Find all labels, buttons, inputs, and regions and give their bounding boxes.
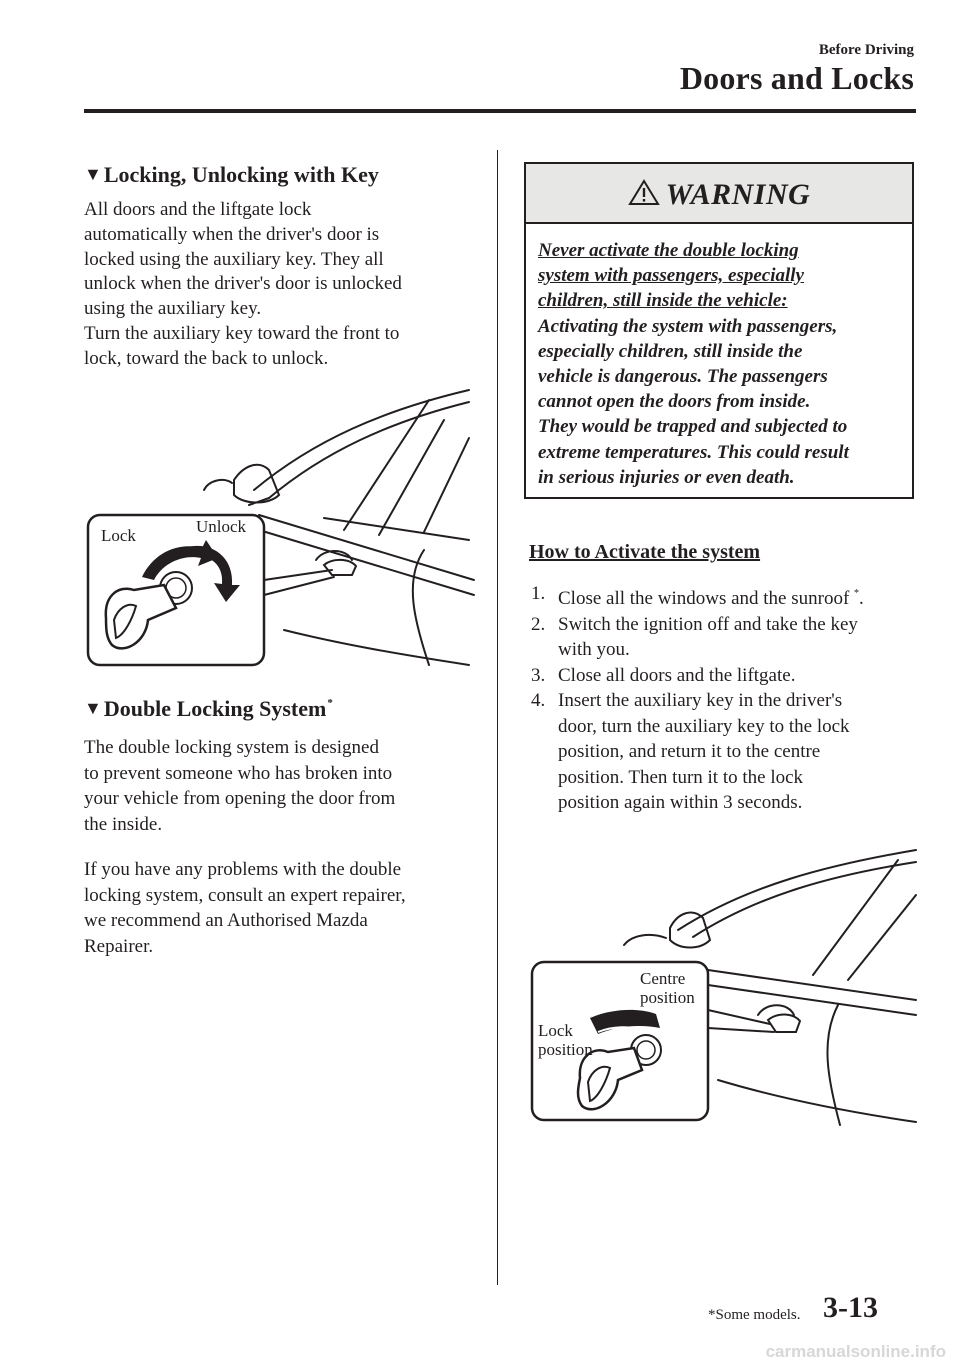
text-line: automatically when the driver's door is xyxy=(84,223,380,245)
step-number: 3. xyxy=(531,664,546,686)
step-text: position again within 3 seconds. xyxy=(558,792,803,813)
section2-paragraph2 xyxy=(84,857,484,959)
text-line: locked using the auxiliary key. They all xyxy=(84,248,384,270)
some-models-marker: * xyxy=(854,588,860,599)
step-text: door, turn the auxiliary key to the lock xyxy=(558,715,850,737)
warning-header xyxy=(526,164,912,224)
step-item xyxy=(531,612,921,663)
step-item xyxy=(531,663,921,689)
text-line: All doors and the liftgate lock xyxy=(84,199,312,220)
text-line: The double locking system is designed xyxy=(84,737,379,758)
warning-underlined-line: children, still inside the vehicle: xyxy=(538,290,788,312)
step-text: with you. xyxy=(558,639,630,660)
warning-triangle-icon xyxy=(628,178,660,206)
steps-list xyxy=(531,581,921,816)
warning-line: cannot open the doors from inside. xyxy=(538,391,811,413)
warning-underlined-line: Never activate the double locking xyxy=(538,240,799,261)
step-text: Insert the auxiliary key in the driver's xyxy=(558,690,843,711)
text-line: Repairer. xyxy=(84,935,154,957)
text-line: the inside. xyxy=(84,813,163,835)
step-item xyxy=(531,688,921,816)
warning-title xyxy=(526,178,912,212)
some-models-marker: * xyxy=(327,697,333,709)
column-divider xyxy=(497,150,498,1285)
header-rule xyxy=(84,109,916,113)
step-number: 1. xyxy=(531,583,546,604)
step-text: position, and return it to the centre xyxy=(558,741,821,762)
warning-line: extreme temperatures. This could result xyxy=(538,441,849,463)
text-line: using the auxiliary key. xyxy=(84,298,262,320)
page-number: 3-13 xyxy=(823,1291,878,1324)
triangle-bullet-icon: ▼ xyxy=(84,164,102,184)
figure-label-lock-position: position xyxy=(538,1040,593,1059)
footnote: *Some models. xyxy=(708,1307,801,1323)
section-label: Before Driving xyxy=(818,42,914,58)
section2-paragraph1 xyxy=(84,735,484,837)
triangle-bullet-icon: ▼ xyxy=(84,698,102,718)
figure-label-lock: Lock xyxy=(101,526,136,545)
figure-label-unlock: Unlock xyxy=(196,517,247,536)
step-text: Close all doors and the liftgate. xyxy=(558,664,796,686)
warning-title-text: WARNING xyxy=(665,178,811,211)
text-line: we recommend an Authorised Mazda xyxy=(84,910,368,931)
watermark: carmanualsonline.info xyxy=(765,1342,946,1361)
warning-body xyxy=(538,238,910,490)
warning-line: vehicle is dangerous. The passengers xyxy=(538,366,828,388)
section-title-text: Locking, Unlocking with Key xyxy=(103,162,379,187)
text-line: lock, toward the back to unlock. xyxy=(84,347,329,369)
warning-line: They would be trapped and subjected to xyxy=(538,416,848,438)
step-text: position. Then turn it to the lock xyxy=(558,766,804,788)
figure-key-lock-unlock xyxy=(84,380,484,670)
text-line: your vehicle from opening the door from xyxy=(84,788,396,809)
step-number: 2. xyxy=(531,613,546,635)
text-line: If you have any problems with the double xyxy=(84,859,402,880)
warning-line: especially children, still inside the xyxy=(538,340,803,362)
text-line: Turn the auxiliary key toward the front to xyxy=(84,322,400,344)
figure-label-lock: Lock xyxy=(538,1021,573,1040)
figure-label-centre: Centre xyxy=(640,969,686,988)
warning-underlined-line: system with passengers, especially xyxy=(538,265,804,287)
figure-label-centre-position: position xyxy=(640,988,695,1007)
text-line: locking system, consult an expert repairer, xyxy=(84,884,406,906)
step-number: 4. xyxy=(531,690,546,711)
section1-paragraph xyxy=(84,198,484,372)
section-heading-locking xyxy=(84,164,379,186)
step-item xyxy=(531,581,921,612)
warning-line: Activating the system with passengers, xyxy=(538,315,838,337)
step-text: Switch the ignition off and take the key xyxy=(558,613,858,635)
step-suffix: . xyxy=(859,588,864,609)
warning-box xyxy=(524,162,914,499)
text-line: unlock when the driver's door is unlocked xyxy=(84,273,402,295)
text-line: to prevent someone who has broken into xyxy=(84,762,393,784)
chapter-title: Doors and Locks xyxy=(679,60,914,96)
figure-key-centre-lock xyxy=(528,840,920,1130)
step-text: Close all the windows and the sunroof xyxy=(558,588,850,609)
section-heading-double-locking xyxy=(84,698,333,720)
subheading-how-to-activate: How to Activate the system xyxy=(529,541,761,563)
warning-line: in serious injuries or even death. xyxy=(538,466,795,488)
section-title-text: Double Locking System xyxy=(103,696,327,721)
